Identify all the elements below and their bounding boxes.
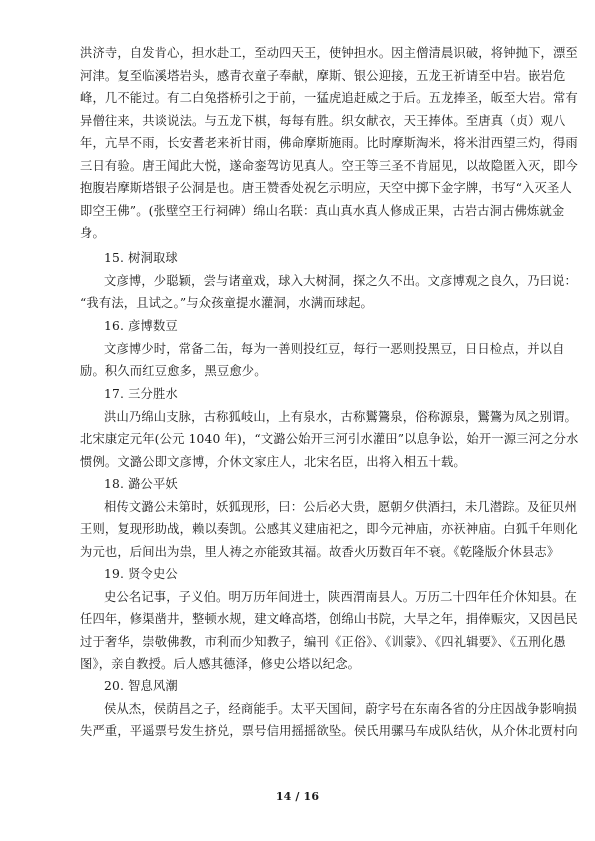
section-heading: 20. 智息风潮	[104, 679, 178, 693]
text-line: 图》，亲自教授。后人感其德泽，修史公塔以纪念。	[80, 657, 361, 671]
text-line: 王则，复现形助战，赖以奏凯。公感其义建庙祀之，即今元神庙，亦祆神庙。白狐千年则化	[80, 522, 578, 536]
text-line: 异僧往来，共谈说法。与五龙下棋，每每有胜。织女献衣，天王捧体。至唐真（贞）观八	[80, 113, 566, 128]
section-18	[80, 473, 578, 563]
text-line: 抱腹岩摩斯塔银子公洞是也。唐王赞香处祝乞示明应，天空中掷下金字牌，书写“入灭圣人	[80, 181, 572, 195]
text-line: 河津。复至临溪塔岩头，感青衣童子奉献，摩斯、银公迎接，五龙王祈请至中岩。嵌岩危	[80, 68, 566, 83]
text-line: 三日有验。唐王闻此大悦，遂命銮驾访见真人。空王等三圣不肯屈见，以故隐匿入灭，即今	[80, 158, 578, 173]
section-heading: 18. 潞公平妖	[104, 477, 178, 491]
text-line: 过于奢华，崇敬佛教，市利而少知教子，编刊《正俗》、《训蒙》、《四礼辑要》、《五刑化愚	[80, 634, 566, 649]
text-line: 洪山乃绵山支脉，古称狐岐山，上有泉水，古称鸑鷟泉，俗称源泉，鸑鷟为凤之别谓。	[104, 409, 577, 424]
intro-paragraph	[80, 42, 578, 245]
text-line: 惯例。文潞公即文彦博，介休文家庄人，北宋名臣，出将入相五十载。	[80, 454, 466, 469]
section-17	[80, 383, 579, 473]
text-line: 年，亢旱不雨，长安耆老来祈甘雨，佛命摩斯施雨。比时摩斯淘米，将米泔西望三灼，得雨	[80, 136, 578, 150]
text-line: 北宋康定元年(公元 1040 年)，“文潞公始开三河引水灌田”以息争讼，始开一源三河之分水	[80, 432, 579, 446]
page-number: 14 / 16	[275, 790, 320, 803]
text-line: 峰，几不能过。有二白兔搭桥引之于前，一猛虎追赶威之于后。五龙捧圣，皈至大岩。常有	[80, 91, 578, 105]
text-line: 文彦博少时，常备二缶，每为一善则投红豆，每行一恶则投黑豆，日日检点，并以自	[104, 341, 565, 356]
text-line: 侯从杰，侯荫昌之子，经商能手。太平天国间，蔚字号在东南各省的分庄因战争影响损	[104, 701, 577, 716]
section-19	[80, 563, 578, 676]
text-line: 励。积久而红豆愈多，黑豆愈少。	[80, 364, 267, 378]
section-heading: 17. 三分胜水	[104, 387, 178, 401]
text-line: 任四年，修渠凿井，整顿水规，建文峰高塔，创绵山书院，大旱之年，捐俸赈灾，又因邑民	[80, 612, 578, 626]
text-line: 史公名记事，子义伯。明万历年间进士，陕西渭南县人。万历二十四年任介休知县。在	[104, 589, 577, 604]
text-line: 文彦博，少聪颖，尝与诸童戏，球入大树洞，探之久不出。文彦博观之良久，乃曰说：	[104, 273, 577, 288]
text-line: 相传文潞公未第时，妖狐现形，曰：公后必大贵，愿朝夕供酒扫，未几潜踪。及征贝州	[104, 499, 577, 514]
text-line: “我有法，且试之。”与众孩童提水灌洞，水满而球起。	[80, 296, 374, 310]
section-heading: 15. 树洞取球	[104, 251, 178, 265]
text-line: 即空王佛”。(张壁空王行祠碑）绵山名联：真山真水真人修成正果，古岩古洞古佛炼就金	[80, 203, 565, 218]
section-20	[80, 675, 578, 743]
text-line: 身。	[80, 226, 105, 240]
text-line: 洪济寺，自发肯心，担水赴工，至动四天王，使钟担水。因主僧清晨识破，将钟抛下，漂至	[80, 46, 578, 60]
text-line: 失严重，平遥票号发生挤兑，票号信用摇摇欲坠。侯氏用骡马车成队结伙，从介休北贾村向	[80, 724, 578, 738]
text-line: 为元也，后间出为祟，里人祷之亦能致其福。故香火历数百年不衰。《乾隆版介休县志》	[80, 544, 560, 559]
section-15	[80, 247, 577, 315]
section-heading: 16. 彦博数豆	[104, 319, 178, 333]
section-16	[80, 315, 565, 383]
section-heading: 19. 贤令史公	[104, 567, 178, 581]
